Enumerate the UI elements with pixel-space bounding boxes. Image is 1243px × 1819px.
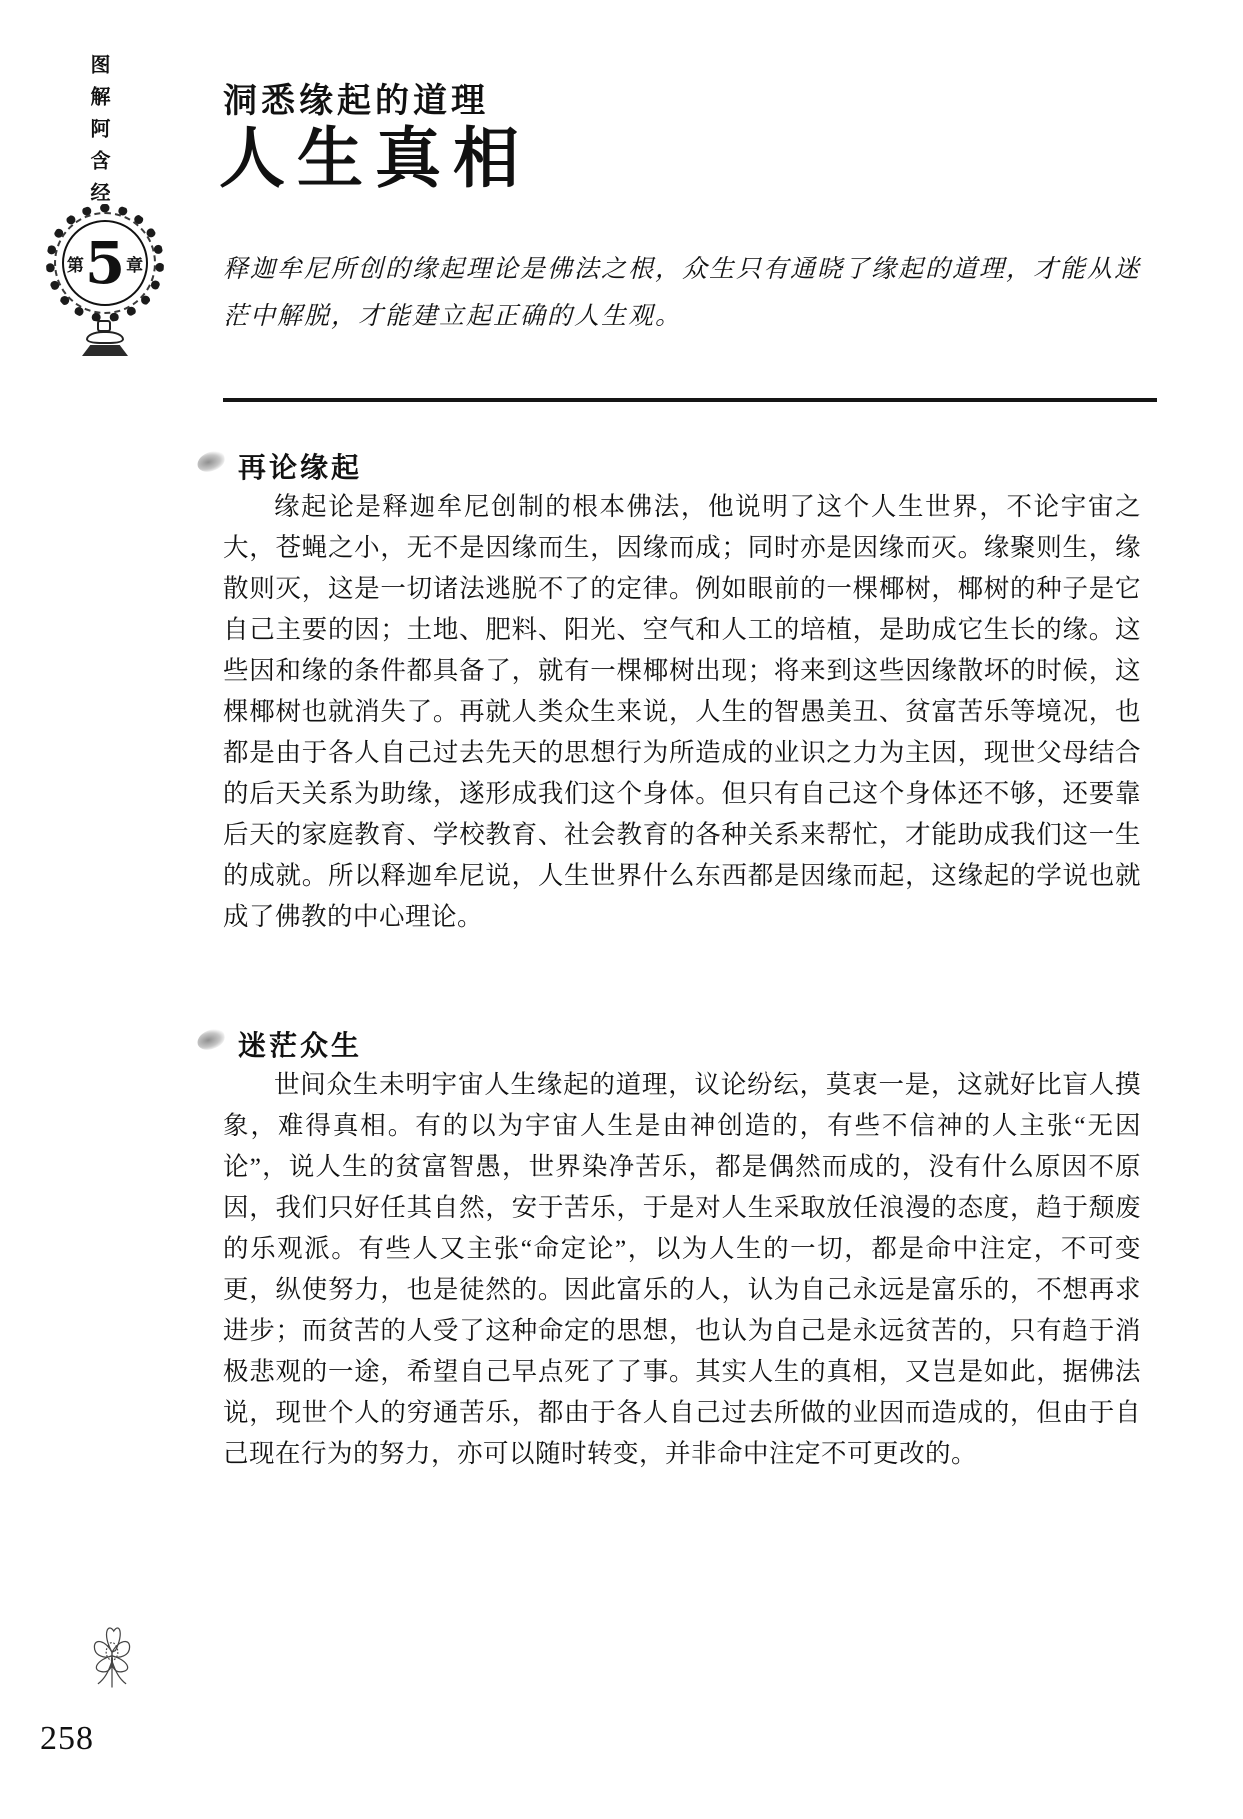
chapter-number: 5 [84,228,126,297]
medallion-foot [82,345,128,356]
section-paragraph-2: 世间众生未明宇宙人生缘起的道理，议论纷纭，莫衷一是，这就好比盲人摸象，难得真相。有的以为宇宙人生是由神创造的，有些不信神的人主张“无因论”，说人生的贫富智愚，世界染净苦乐，都是偶然而成的，没有什么原因不原因，我们只好任其自然，安于苦乐，于是对人生采取放任浪漫的态度，趋于颓废的乐观派。有些人又主张“命定论”，以为人生的一切，都是命中注定，不可变更，纵使努力，也是徒然的。因此富乐的人，认为自己永远是富乐的，不想再求进步；而贫苦的人受了这种命定的思想，也认为自己是永远贫苦的，只有趋于消极悲观的一途，希望自己早点死了了事。其实人生的真相，又岂是如此，据佛法说，现世个人的穷通苦乐，都由于各人自己过去所做的业因而造成的，但由于自己现在行为的努力，亦可以随时转变，并非命中注定不可更改的。 [223,1070,1141,1468]
chapter-prefix: 第 [66,255,84,275]
book-title-vertical: 图解阿含经 [87,54,109,214]
medallion-base [86,331,124,344]
chapter-badge [62,220,148,306]
divider-rule [223,398,1157,402]
section-paragraph-1: 缘起论是释迦牟尼创制的根本佛法，他说明了这个人生世界，不论宇宙之大，苍蝇之小，无不是因缘而生，因缘而成；同时亦是因缘而灭。缘聚则生，缘散则灭，这是一切诸法逃脱不了的定律。例如眼前的一棵椰树，椰树的种子是它自己主要的因；土地、肥料、阳光、空气和人工的培植，是助成它生长的缘。这些因和缘的条件都具备了，就有一棵椰树出现；将来到这些因缘散坏的时候，这棵椰树也就消失了。再就人类众生来说，人生的智愚美丑、贫富苦乐等境况，也都是由于各人自己过去先天的思想行为所造成的业识之力为主因，现世父母结合的后天关系为助缘，遂形成我们这个身体。但只有自己这个身体还不够，还要靠后天的家庭教育、学校教育、社会教育的各种关系来帮忙，才能助成我们这一生的成就。所以释迦牟尼说，人生世界什么东西都是因缘而起，这缘起的学说也就成了佛教的中心理论。 [223,492,1141,931]
chapter-subtitle: 洞悉缘起的道理 [223,83,489,120]
page-number: 258 [40,1720,94,1757]
chapter-medallion [46,204,164,372]
chapter-intro: 释迦牟尼所创的缘起理论是佛法之根，众生只有通晓了缘起的道理，才能从迷茫中解脱，才能建立起正确的人生观。 [223,256,1142,330]
section-heading-2: 迷茫众生 [238,1030,363,1061]
ink-splash-icon [195,449,227,474]
flower-ornament-icon [68,1610,156,1698]
page-title: 人生真相 [219,121,531,195]
section-heading-1: 再论缘起 [238,452,363,483]
ink-splash-icon [195,1027,227,1052]
chapter-suffix: 章 [126,255,144,275]
